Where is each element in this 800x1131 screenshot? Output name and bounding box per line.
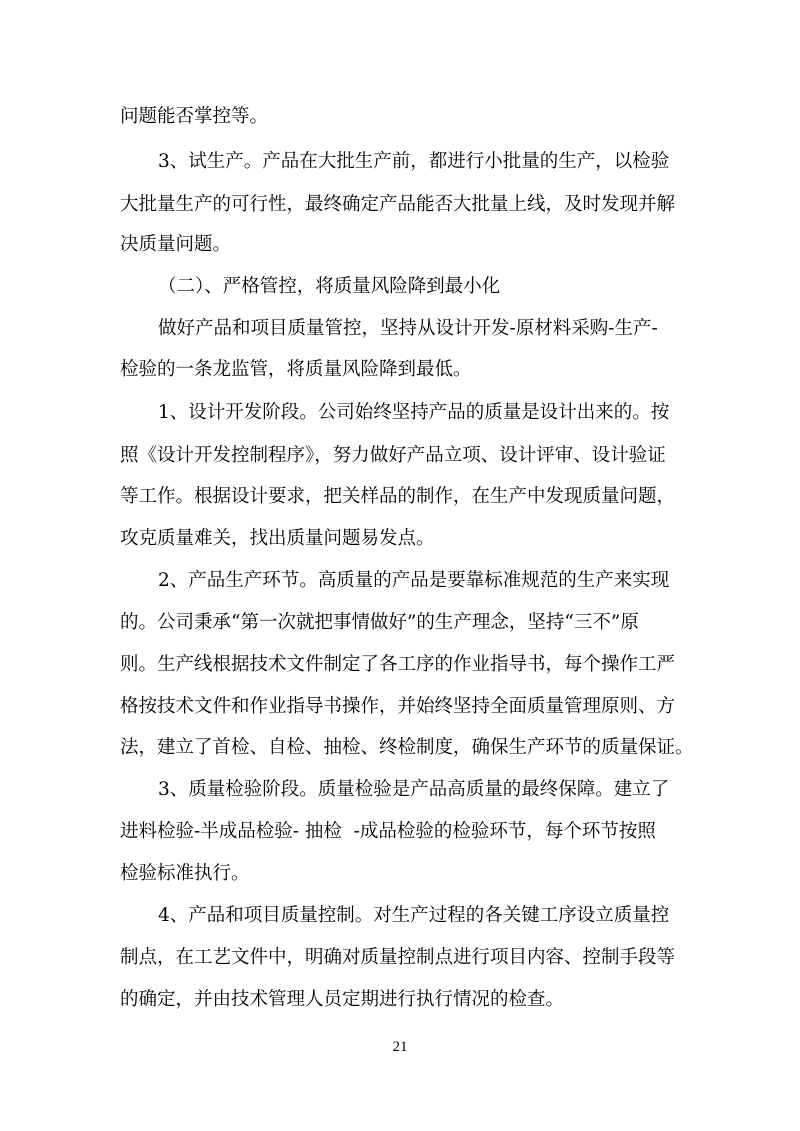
page-number: 21 <box>392 1039 408 1055</box>
text-line-12: 2、产品生产环节。高质量的产品是要靠标准规范的生产来实现 <box>158 570 670 591</box>
text-line-22: 的确定，并由技术管理人员定期进行执行情况的检查。 <box>120 989 565 1010</box>
text-line-14: 则。生产线根据技术文件制定了各工序的作业指导书，每个操作工严 <box>120 654 676 675</box>
text-line-7: 检验的一条龙监管，将质量风险降到最低。 <box>120 359 472 380</box>
text-line-1: 问题能否掌控等。 <box>120 106 269 127</box>
text-line-18: 进料检验-半成品检验- 抽检 -成品检验的检验环节，每个环节按照 <box>120 821 656 842</box>
text-line-17: 3、质量检验阶段。质量检验是产品高质量的最终保障。建立了 <box>158 779 670 800</box>
text-line-10: 等工作。根据设计要求，把关样品的制作，在生产中发现质量问题， <box>120 486 676 507</box>
text-line-11: 攻克质量难关，找出质量问题易发点。 <box>120 528 435 549</box>
text-line-9: 照《设计开发控制程序》，努力做好产品立项、设计评审、设计验证 <box>120 445 666 466</box>
text-line-4: 决质量问题。 <box>120 234 232 255</box>
text-line-16: 法，建立了首检、自检、抽检、终检制度，确保生产环节的质量保证。 <box>120 737 694 758</box>
text-line-21: 制点，在工艺文件中，明确对质量控制点进行项目内容、控制手段等 <box>120 947 676 968</box>
text-line-15: 格按技术文件和作业指导书操作，并始终坚持全面质量管理原则、方 <box>120 696 676 717</box>
text-line-19: 检验标准执行。 <box>120 863 250 884</box>
text-line-8: 1、设计开发阶段。公司始终坚持产品的质量是设计出来的。按 <box>158 402 670 423</box>
text-line-2: 3、试生产。产品在大批生产前，都进行小批量的生产，以检验 <box>158 151 670 172</box>
text-line-6: 做好产品和项目质量管控，坚持从设计开发-原材料采购-生产- <box>158 318 658 339</box>
text-line-13: 的。公司秉承“第一次就把事情做好”的生产理念，坚持“三不”原 <box>120 612 639 633</box>
text-line-3: 大批量生产的可行性，最终确定产品能否大批量上线，及时发现并解 <box>120 194 676 215</box>
text-line-5: （二）、严格管控，将质量风险降到最小化 <box>158 276 501 297</box>
text-line-20: 4、产品和项目质量控制。对生产过程的各关键工序设立质量控 <box>158 905 670 926</box>
